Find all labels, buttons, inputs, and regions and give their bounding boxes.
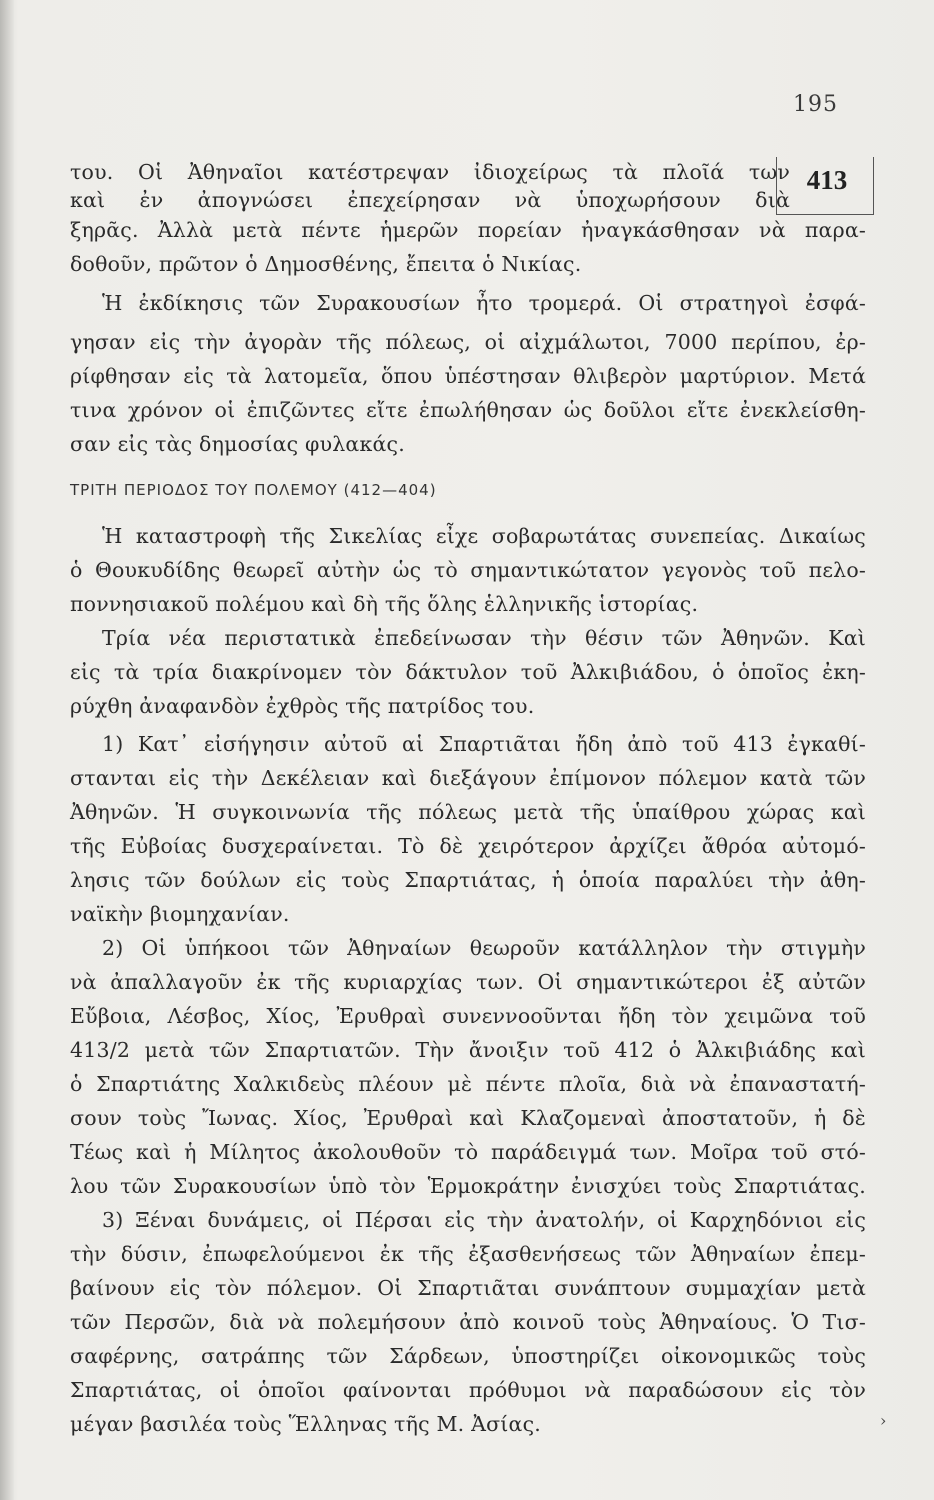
text-line: σαν εἰς τὰς δημοσίας φυλακάς. bbox=[70, 432, 405, 456]
text-line: εἰς τὰ τρία διακρίνομεν τὸν δάκτυλον τοῦ Ἀλκιβιάδου, ὁ ὁποῖος ἐκη- bbox=[70, 660, 866, 684]
text-line: τῆς Εὐβοίας δυσχεραίνεται. Τὸ δὲ χειρότερον ἀρχίζει ἄθρόα αὐτομό- bbox=[70, 834, 866, 858]
text-line: τὴν δύσιν, ἐπωφελούμενοι ἐκ τῆς ἐξασθενήσεως τῶν Ἀθηναίων ἐπεμ- bbox=[70, 1242, 866, 1266]
text-line: λησις τῶν δούλων εἰς τοὺς Σπαρτιάτας, ἡ ὁποία παραλύει τὴν ἀθη- bbox=[70, 868, 866, 892]
text-line: λου τῶν Συρακουσίων ὑπὸ τὸν Ἑρμοκράτην ἐνισχύει τοὺς Σπαρτιάτας. bbox=[70, 1174, 866, 1198]
text-line: Ἡ καταστροφὴ τῆς Σικελίας εἶχε σοβαρωτάτας συνεπείας. Δικαίως bbox=[102, 524, 866, 548]
text-line: 413/2 μετὰ τῶν Σπαρτιατῶν. Τὴν ἄνοιξιν τοῦ 412 ὁ Ἀλκιβιάδης καὶ bbox=[70, 1038, 866, 1062]
margin-note-year: 413 bbox=[806, 165, 848, 195]
text-line: στανται εἰς τὴν Δεκέλειαν καὶ διεξάγουν ἐπίμονον πόλεμον κατὰ τῶν bbox=[70, 766, 866, 790]
text-line: 1) Κατ᾽ εἰσήγησιν αὐτοῦ αἱ Σπαρτιᾶται ἤδη ἀπὸ τοῦ 413 ἐγκαθί- bbox=[102, 732, 866, 756]
text-line: νὰ ἀπαλλαγοῦν ἐκ τῆς κυριαρχίας των. Οἱ σημαντικώτεροι ἐξ αὐτῶν bbox=[70, 970, 866, 994]
text-line: Εὔβοια, Λέσβος, Χίος, Ἐρυθραὶ συνεννοοῦνται ἤδη τὸν χειμῶνα τοῦ bbox=[70, 1004, 866, 1028]
text-line: του. Οἱ Ἀθηναῖοι κατέστρεψαν ἰδιοχείρως τὰ πλοῖά των bbox=[70, 160, 790, 184]
text-line: ρύχθη ἀναφανδὸν ἐχθρὸς τῆς πατρίδος του. bbox=[70, 694, 535, 718]
text-line: Ἀθηνῶν. Ἡ συγκοινωνία τῆς πόλεως μετὰ τῆς ὑπαίθρου χώρας καὶ bbox=[70, 800, 866, 824]
text-line: δοθοῦν, πρῶτον ὁ Δημοσθένης, ἔπειτα ὁ Νικίας. bbox=[70, 252, 582, 276]
text-line: μέγαν βασιλέα τοὺς Ἕλληνας τῆς Μ. Ἀσίας. bbox=[70, 1412, 541, 1436]
page-binding-shadow bbox=[0, 0, 14, 1500]
text-line: καὶ ἐν ἀπογνώσει ἐπεχείρησαν νὰ ὑποχωρήσουν διὰ bbox=[70, 188, 790, 212]
text-line: σουν τοὺς Ἴωνας. Χίος, Ἐρυθραὶ καὶ Κλαζομεναὶ ἀποστατοῦν, ἡ δὲ bbox=[70, 1106, 866, 1130]
text-line: ρίφθησαν εἰς τὰ λατομεῖα, ὅπου ὑπέστησαν θλιβερὸν μαρτύριον. Μετά bbox=[70, 364, 866, 388]
text-line: Σπαρτιάτας, οἱ ὁποῖοι φαίνονται πρόθυμοι νὰ παραδώσουν εἰς τὸν bbox=[70, 1378, 866, 1402]
text-line: βαίνουν εἰς τὸν πόλεμον. Οἱ Σπαρτιᾶται συνάπτουν συμμαχίαν μετὰ bbox=[70, 1276, 866, 1300]
text-line: ποννησιακοῦ πολέμου καὶ δὴ τῆς ὅλης ἑλληνικῆς ἱστορίας. bbox=[70, 592, 699, 616]
text-line: γησαν εἰς τὴν ἀγορὰν τῆς πόλεως, οἱ αἰχμάλωτοι, 7000 περίπου, ἐρ- bbox=[70, 330, 866, 354]
text-line: 3) Ξέναι δυνάμεις, οἱ Πέρσαι εἰς τὴν ἀνατολήν, οἱ Καρχηδόνιοι εἰς bbox=[102, 1208, 866, 1232]
text-line: ὁ Σπαρτιάτης Χαλκιδεὺς πλέουν μὲ πέντε πλοῖα, διὰ νὰ ἐπαναστατή- bbox=[70, 1072, 866, 1096]
page-end-mark: › bbox=[880, 1411, 887, 1430]
text-line: Ἡ ἐκδίκησις τῶν Συρακουσίων ἦτο τρομερά. Οἱ στρατηγοὶ ἐσφά- bbox=[102, 291, 866, 315]
page-number: 195 bbox=[793, 92, 838, 117]
text-line: 2) Οἱ ὑπήκοοι τῶν Ἀθηναίων θεωροῦν κατάλληλον τὴν στιγμὴν bbox=[102, 936, 866, 960]
section-heading: ΤΡΙΤΗ ΠΕΡΙΟΔΟΣ ΤΟΥ ΠΟΛΕΜΟΥ (412—404) bbox=[70, 481, 437, 499]
text-line: σαφέρνης, σατράπης τῶν Σάρδεων, ὑποστηρίζει οἰκονομικῶς τοὺς bbox=[70, 1344, 866, 1368]
text-line: Τέως καὶ ἡ Μίλητος ἀκολουθοῦν τὸ παράδειγμά των. Μοῖρα τοῦ στό- bbox=[70, 1140, 866, 1164]
text-line: τινα χρόνον οἱ ἐπιζῶντες εἴτε ἐπωλήθησαν ὡς δοῦλοι εἴτε ἐνεκλείσθη- bbox=[70, 398, 866, 422]
text-line: τῶν Περσῶν, διὰ νὰ πολεμήσουν ἀπὸ κοινοῦ τοὺς Ἀθηναίους. Ὁ Τισ- bbox=[70, 1310, 866, 1334]
text-line: ναϊκὴν βιομηχανίαν. bbox=[70, 902, 290, 926]
text-line: ξηρᾶς. Ἀλλὰ μετὰ πέντε ἡμερῶν πορείαν ἠναγκάσθησαν νὰ παρα- bbox=[70, 218, 866, 242]
text-line: ὁ Θουκυδίδης θεωρεῖ αὐτὴν ὡς τὸ σημαντικώτατον γεγονὸς τοῦ πελο- bbox=[70, 558, 866, 582]
text-line: Τρία νέα περιστατικὰ ἐπεδείνωσαν τὴν θέσιν τῶν Ἀθηνῶν. Καὶ bbox=[102, 626, 866, 650]
